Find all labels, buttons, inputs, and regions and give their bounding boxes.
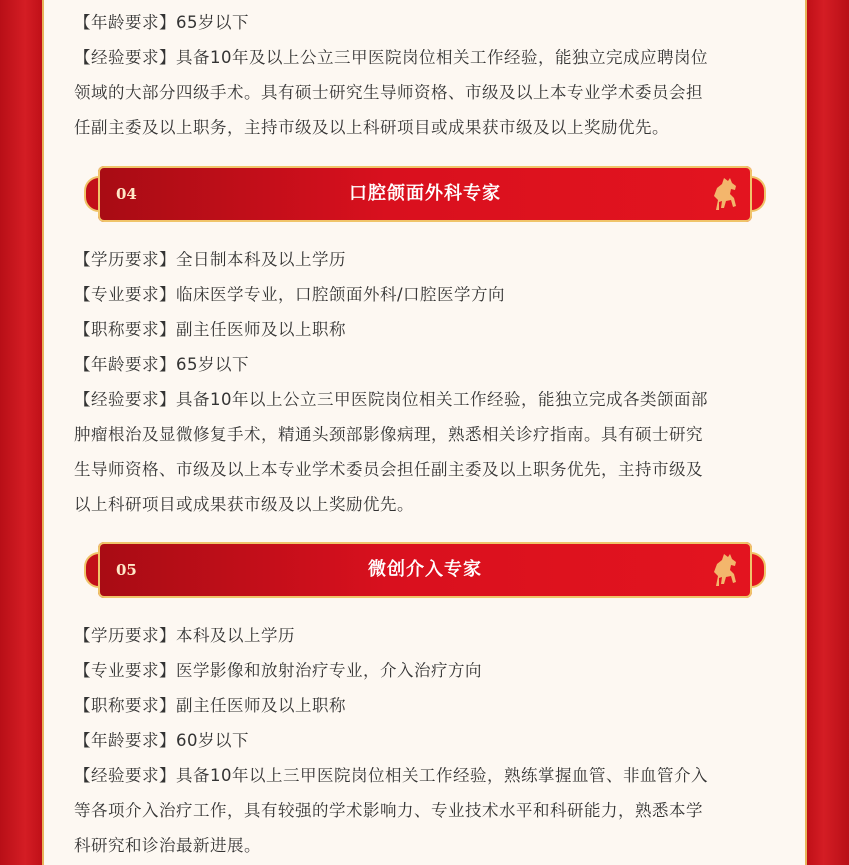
requirement-line: 等各项介入治疗工作，具有较强的学术影响力、专业技术水平和科研能力，熟悉本学 — [74, 801, 703, 820]
requirement-line: 以上科研项目或成果获市级及以上奖励优先。 — [74, 495, 414, 514]
section-title: 微创介入专家 — [368, 559, 482, 580]
requirement-line: 【学历要求】全日制本科及以上学历 — [74, 250, 346, 269]
requirement-line: 【专业要求】临床医学专业，口腔颌面外科/口腔医学方向 — [74, 285, 506, 304]
left-red-border — [0, 0, 42, 865]
requirement-line: 【经验要求】具备10年及以上公立三甲医院岗位相关工作经验，能独立完成应聘岗位 — [74, 48, 708, 67]
requirement-line: 任副主委及以上职务，主持市级及以上科研项目或成果获市级及以上奖励优先。 — [74, 118, 669, 137]
requirement-line: 【学历要求】本科及以上学历 — [74, 626, 295, 645]
section4-banner — [84, 166, 766, 222]
requirement-line: 【年龄要求】65岁以下 — [74, 355, 249, 374]
horse-icon — [708, 174, 742, 214]
section5-banner — [84, 542, 766, 598]
requirement-line: 【职称要求】副主任医师及以上职称 — [74, 696, 346, 715]
requirement-line: 【年龄要求】60岁以下 — [74, 731, 249, 750]
requirement-line: 【专业要求】医学影像和放射治疗专业，介入治疗方向 — [74, 661, 482, 680]
right-red-border — [807, 0, 849, 865]
requirement-line: 科研究和诊治最新进展。 — [74, 836, 261, 855]
horse-icon — [708, 550, 742, 590]
requirement-line: 生导师资格、市级及以上本专业学术委员会担任副主委及以上职务优先，主持市级及 — [74, 460, 703, 479]
section-number: 04 — [116, 185, 137, 203]
requirement-line: 【经验要求】具备10年以上公立三甲医院岗位相关工作经验，能独立完成各类颌面部 — [74, 390, 708, 409]
requirement-line: 【年龄要求】65岁以下 — [74, 13, 249, 32]
section5-requirements — [74, 618, 786, 863]
section4-requirements — [74, 242, 786, 522]
section-number: 05 — [116, 561, 137, 579]
requirement-line: 【经验要求】具备10年以上三甲医院岗位相关工作经验，熟练掌握血管、非血管介入 — [74, 766, 708, 785]
section-title: 口腔颌面外科专家 — [349, 183, 501, 204]
requirement-line: 肿瘤根治及显微修复手术，精通头颈部影像病理，熟悉相关诊疗指南。具有硕士研究 — [74, 425, 703, 444]
requirement-line: 领域的大部分四级手术。具有硕士研究生导师资格、市级及以上本专业学术委员会担 — [74, 83, 703, 102]
section3-requirements — [74, 5, 786, 145]
requirement-line: 【职称要求】副主任医师及以上职称 — [74, 320, 346, 339]
